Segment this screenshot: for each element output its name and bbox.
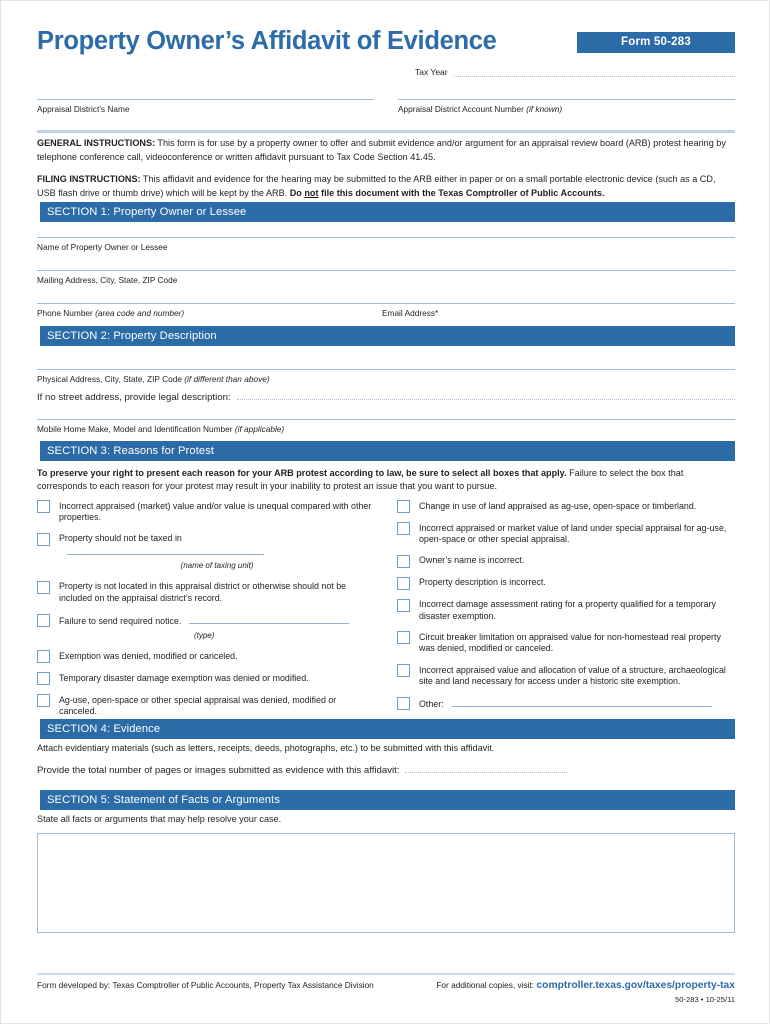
filing-instructions: FILING INSTRUCTIONS: This affidavit and evidence for the hearing may be submitted to the ARB either in paper or on a small portable electronic device (such as a CD, USB flash drive or thumb drive) which will be kept by the ARB. Do not file this document with the Texas Comptroller of Public Accounts. — [37, 174, 716, 198]
mobile-home-field[interactable] — [37, 419, 735, 435]
checkbox-left-3[interactable] — [37, 581, 50, 594]
mailing-address-field[interactable] — [37, 270, 735, 286]
protest-reason-trailing: . — [262, 546, 265, 557]
protest-reason-text: Incorrect appraised value and allocation of value of a structure, archaeological site and land necessary for access under a historic site exemption. — [419, 664, 726, 687]
section-5-header: SECTION 5: Statement of Facts or Arguments — [37, 790, 735, 810]
account-number-field[interactable] — [398, 99, 735, 115]
protest-reason-text: Exemption was denied, modified or canceled. — [59, 650, 238, 661]
checkbox-left-6[interactable] — [37, 672, 50, 685]
tax-year-input-line[interactable] — [454, 67, 735, 77]
protest-reason-text: Failure to send required notice. — [59, 616, 182, 627]
protest-reason-item[interactable] — [397, 555, 735, 568]
section-2-header: SECTION 2: Property Description — [37, 326, 735, 346]
tax-year-label: Tax Year — [415, 67, 448, 77]
evidence-page-count-label: Provide the total number of pages or images submitted as evidence with this affidavit: — [37, 765, 400, 776]
checkbox-right-1[interactable] — [397, 500, 410, 513]
general-instructions: GENERAL INSTRUCTIONS: This form is for use by a property owner to offer and submit evidence and/or argument for an appraisal review board (ARB) protest hearing by telephone conference call, videoconference or written affidavit pursuant to Tax Code Section 41.45. — [37, 138, 726, 162]
protest-reason-label — [59, 650, 238, 662]
protest-reason-item[interactable] — [37, 650, 375, 663]
protest-reason-item[interactable] — [397, 631, 735, 655]
protest-reason-item[interactable] — [397, 664, 735, 688]
footer — [37, 979, 735, 1004]
tax-year-field[interactable] — [415, 67, 735, 77]
facts-textarea[interactable] — [37, 833, 735, 933]
page-title: Property Owner’s Affidavit of Evidence — [37, 27, 497, 55]
protest-reason-item[interactable] — [397, 599, 735, 623]
protest-reason-label — [59, 533, 375, 572]
checkbox-left-7[interactable] — [37, 694, 50, 707]
protest-reason-text: Incorrect damage assessment rating for a property qualified for a temporary disaster exemption. — [419, 599, 716, 621]
protest-reason-item[interactable] — [37, 672, 375, 685]
footer-divider — [37, 973, 735, 975]
protest-reason-item[interactable] — [37, 581, 375, 605]
protest-reason-label — [419, 577, 546, 589]
mailing-address-caption: Mailing Address, City, State, ZIP Code — [37, 275, 178, 285]
checkbox-left-5[interactable] — [37, 650, 50, 663]
protest-reason-sublabel: (type) — [193, 630, 215, 640]
phone-email-row — [37, 303, 735, 319]
section-1-header: SECTION 1: Property Owner or Lessee — [37, 202, 735, 222]
mobile-home-caption: Mobile Home Make, Model and Identification Number (if applicable) — [37, 424, 285, 434]
form-number-badge: Form 50-283 — [577, 32, 735, 53]
protest-reason-input-line[interactable] — [67, 545, 265, 557]
physical-address-caption: Physical Address, City, State, ZIP Code (if different than above) — [37, 374, 270, 384]
protest-reason-text: Owner’s name is incorrect. — [419, 555, 525, 566]
protest-reason-text: Circuit breaker limitation on appraised value for non-homestead real property was denied, modified or canceled. — [419, 631, 721, 654]
evidence-page-count-input-line[interactable] — [405, 763, 567, 773]
checkbox-right-6[interactable] — [397, 631, 410, 644]
protest-reason-label — [59, 500, 375, 524]
legal-description-label: If no street address, provide legal description: — [37, 392, 231, 403]
protest-reason-text: Ag-use, open-space or other special appraisal was denied, modified or canceled. — [59, 694, 337, 717]
footer-copies: For additional copies, visit: comptroller.texas.gov/taxes/property-tax — [436, 980, 735, 991]
appraisal-district-name-field[interactable] — [37, 99, 374, 115]
checkbox-right-8[interactable] — [397, 697, 410, 710]
protest-reason-text: Other: — [419, 699, 444, 710]
checkbox-right-7[interactable] — [397, 664, 410, 677]
protest-reason-label — [419, 697, 712, 711]
protest-reason-item[interactable] — [397, 577, 735, 590]
protest-reason-label — [419, 555, 524, 567]
owner-name-field[interactable] — [37, 237, 735, 253]
protest-reason-sublabel: (name of taxing unit) — [180, 561, 254, 571]
legal-description-input-line[interactable] — [237, 390, 735, 400]
protest-reason-label — [419, 664, 735, 688]
form-header — [37, 1, 735, 119]
protest-reason-item[interactable] — [37, 614, 375, 642]
protest-reasons-left-column — [37, 500, 375, 727]
protest-reasons — [37, 500, 735, 727]
evidence-attach-text: Attach evidentiary materials (such as letters, receipts, deeds, photographs, etc.) to be submitted with this affidavit. — [37, 743, 495, 753]
protest-reason-text: Incorrect appraised (market) value and/or value is unequal compared with other properties. — [59, 500, 372, 523]
checkbox-left-1[interactable] — [37, 500, 50, 513]
physical-address-field[interactable] — [37, 369, 735, 385]
protest-reason-input-line[interactable] — [452, 697, 712, 707]
legal-description-row[interactable] — [37, 390, 735, 404]
phone-number-caption: Phone Number (area code and number) — [37, 308, 185, 318]
protest-reason-label — [419, 599, 735, 623]
protest-reason-text: Property description is incorrect. — [419, 577, 546, 588]
facts-prompt: State all facts or arguments that may help resolve your case. — [37, 814, 282, 824]
protest-reason-text: Property is not located in this appraisal district or otherwise should not be included on the appraisal district’s record. — [59, 581, 347, 604]
section-3-intro: To preserve your right to present each reason for your ARB protest according to law, be sure to select all boxes that apply. Failure to select the box that corresponds to each reason for your protest may result in your inability to protest an issue that you want to pursue. — [37, 468, 684, 492]
protest-reason-item[interactable] — [37, 500, 375, 524]
protest-reason-label — [59, 581, 375, 605]
protest-reason-text: Property should not be taxed in — [59, 533, 182, 544]
protest-reasons-right-column — [397, 500, 735, 727]
protest-reason-item[interactable] — [397, 522, 735, 546]
protest-reason-text: Incorrect appraised or market value of land under special appraisal for ag-use, open-space or other special appraisal. — [419, 522, 727, 545]
comptroller-url-link[interactable]: comptroller.texas.gov/taxes/property-tax — [536, 980, 735, 991]
account-number-caption: Appraisal District Account Number (if known) — [398, 104, 563, 114]
email-address-caption: Email Address* — [382, 308, 439, 318]
header-field-row — [37, 99, 735, 115]
section-4-header: SECTION 4: Evidence — [37, 719, 735, 739]
protest-reason-item[interactable] — [37, 694, 375, 718]
checkbox-right-2[interactable] — [397, 522, 410, 535]
appraisal-district-name-caption: Appraisal District’s Name — [37, 104, 130, 114]
owner-name-caption: Name of Property Owner or Lessee — [37, 242, 168, 252]
footer-right — [436, 979, 735, 1004]
checkbox-right-4[interactable] — [397, 577, 410, 590]
footer-revision: 50-283 • 10-25/11 — [675, 995, 735, 1004]
checkbox-right-3[interactable] — [397, 555, 410, 568]
protest-reason-item[interactable] — [37, 533, 375, 572]
evidence-page-count-row[interactable] — [37, 763, 567, 777]
protest-reason-label — [419, 522, 735, 546]
protest-reason-label — [59, 694, 375, 718]
header-divider-band — [37, 130, 735, 133]
protest-reason-label — [59, 614, 349, 642]
protest-reason-text: Temporary disaster damage exemption was denied or modified. — [59, 672, 309, 683]
checkbox-right-5[interactable] — [397, 599, 410, 612]
checkbox-left-2[interactable] — [37, 533, 50, 546]
protest-reason-label — [419, 500, 696, 512]
protest-reason-label — [419, 631, 735, 655]
protest-reason-item[interactable] — [397, 500, 735, 513]
protest-reason-text: Change in use of land appraised as ag-use, open-space or timberland. — [419, 500, 697, 511]
instructions-block — [37, 137, 735, 209]
section-3-header: SECTION 3: Reasons for Protest — [37, 441, 735, 461]
protest-reason-label — [59, 672, 309, 684]
protest-reason-input-line[interactable] — [189, 614, 349, 624]
checkbox-left-4[interactable] — [37, 614, 50, 627]
email-address-field[interactable] — [382, 303, 735, 319]
phone-number-field[interactable] — [37, 303, 382, 319]
protest-reason-item[interactable] — [397, 697, 735, 711]
footer-developed-by: Form developed by: Texas Comptroller of Public Accounts, Property Tax Assistance Division — [37, 980, 374, 990]
